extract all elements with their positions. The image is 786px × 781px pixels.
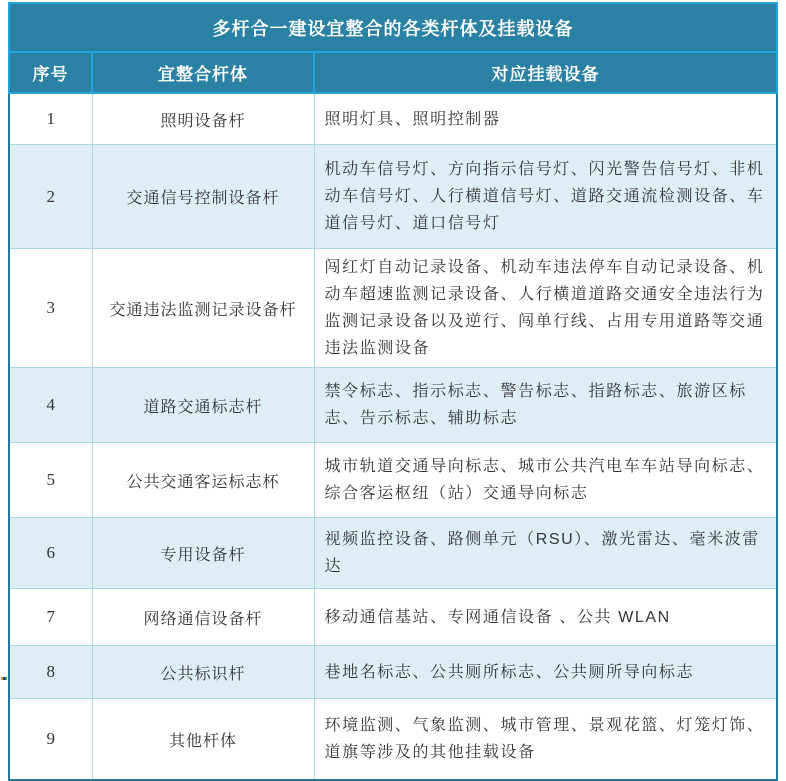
mounted-devices: 城市轨道交通导向标志、城市公共汽电车车站导向标志、综合客运枢纽（站）交通导向标志: [314, 443, 777, 518]
row-number: 8: [9, 646, 92, 699]
pole-type: 照明设备杆: [92, 93, 314, 145]
pole-integration-table: [8, 2, 778, 781]
mounted-devices: 照明灯具、照明控制器: [314, 93, 777, 145]
mounted-devices: 环境监测、气象监测、城市管理、景观花篮、灯笼灯饰、道旗等涉及的其他挂载设备: [314, 699, 777, 781]
table-title: 多杆合一建设宜整合的各类杆体及挂载设备: [9, 3, 777, 52]
row-number: 7: [9, 589, 92, 646]
table-row: [9, 699, 777, 781]
row-number: 5: [9, 443, 92, 518]
pole-type: 其他杆体: [92, 699, 314, 781]
col-header-devices: 对应挂载设备: [314, 52, 777, 93]
row-number: 4: [9, 368, 92, 443]
mounted-devices: 禁令标志、指示标志、警告标志、指路标志、旅游区标志、告示标志、辅助标志: [314, 368, 777, 443]
table-title-row: [9, 3, 777, 52]
table-row: [9, 646, 777, 699]
row-number: 9: [9, 699, 92, 781]
mounted-devices: 视频监控设备、路侧单元（RSU）、激光雷达、毫米波雷达: [314, 518, 777, 589]
table-row: [9, 518, 777, 589]
pole-type: 道路交通标志杆: [92, 368, 314, 443]
pole-type: 网络通信设备杆: [92, 589, 314, 646]
pole-type: 交通违法监测记录设备杆: [92, 249, 314, 368]
mounted-devices: 机动车信号灯、方向指示信号灯、闪光警告信号灯、非机动车信号灯、人行横道信号灯、道路交通流检测设备、车道信号灯、道口信号灯: [314, 145, 777, 249]
pole-type: 公共交通客运标志杯: [92, 443, 314, 518]
row-number: 1: [9, 93, 92, 145]
pole-type: 交通信号控制设备杆: [92, 145, 314, 249]
mounted-devices: 移动通信基站、专网通信设备 、公共 WLAN: [314, 589, 777, 646]
table-row: [9, 589, 777, 646]
pole-type: 专用设备杆: [92, 518, 314, 589]
mounted-devices: 巷地名标志、公共厕所标志、公共厕所导向标志: [314, 646, 777, 699]
row-number: 3: [9, 249, 92, 368]
table-row: [9, 443, 777, 518]
mounted-devices: 闯红灯自动记录设备、机动车违法停车自动记录设备、机动车超速监测记录设备、人行横道道路交通安全违法行为监测记录设备以及逆行、闯单行线、占用专用道路等交通违法监测设备: [314, 249, 777, 368]
corner-artifact: [1, 677, 7, 680]
pole-type: 公共标识杆: [92, 646, 314, 699]
table-row: [9, 249, 777, 368]
col-header-no: 序号: [9, 52, 92, 93]
row-number: 2: [9, 145, 92, 249]
table-header-row: [9, 52, 777, 93]
row-number: 6: [9, 518, 92, 589]
table-row: [9, 93, 777, 145]
col-header-pole: 宜整合杆体: [92, 52, 314, 93]
table-row: [9, 145, 777, 249]
table-row: [9, 368, 777, 443]
